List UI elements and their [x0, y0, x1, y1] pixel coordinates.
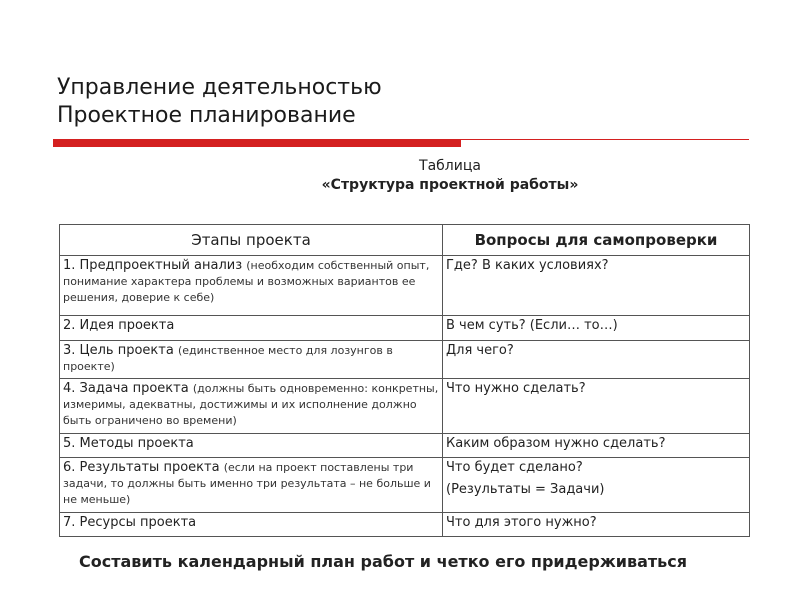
title-line-1: Управление деятельностью: [57, 75, 382, 100]
question-cell: В чем суть? (Если… то…): [443, 316, 750, 341]
question-text-2: (Результаты = Задачи): [446, 482, 605, 497]
stage-note: (если на проект поставлены три задачи, то должны быть именно три результата – не больше и не меньше): [63, 461, 431, 506]
stage-note: (необходим собственный опыт, понимание характера проблемы и возможных вариантов ее решения, доверие к себе): [63, 259, 430, 304]
project-structure-table: [59, 224, 750, 537]
header-stages: Этапы проекта: [60, 225, 443, 256]
question-cell: Что для этого нужно?: [443, 513, 750, 537]
stage-cell: [60, 513, 443, 537]
accent-line: [461, 139, 749, 140]
question-text: Что будет сделано?: [446, 460, 583, 475]
table-row: [60, 341, 750, 379]
stage-title: 2. Идея проекта: [63, 318, 175, 333]
question-cell: Где? В каких условиях?: [443, 256, 750, 316]
table-caption: [250, 157, 650, 195]
question-cell: [443, 458, 750, 513]
table-row: [60, 256, 750, 316]
title-line-2: Проектное планирование: [57, 103, 356, 128]
caption-title: «Структура проектной работы»: [321, 177, 579, 193]
table-row: [60, 379, 750, 434]
stage-cell: [60, 256, 443, 316]
stage-note: (единственное место для лозунгов в проекте): [63, 344, 393, 373]
stage-cell: [60, 316, 443, 341]
stage-cell: [60, 379, 443, 434]
stage-title: 7. Ресурсы проекта: [63, 515, 197, 530]
question-cell: Что нужно сделать?: [443, 379, 750, 434]
stage-cell: [60, 341, 443, 379]
question-cell: Каким образом нужно сделать?: [443, 434, 750, 458]
table-header-row: [60, 225, 750, 256]
stage-cell: [60, 434, 443, 458]
accent-bar: [53, 139, 461, 147]
table-row: [60, 513, 750, 537]
footer-note: Составить календарный план работ и четко его придерживаться: [79, 552, 688, 571]
stage-note: (должны быть одновременно: конкретны, измеримы, адекватны, достижимы и их исполнение должно быть ограничено во времени): [63, 382, 439, 427]
question-cell: Для чего?: [443, 341, 750, 379]
stage-title: 6. Результаты проекта: [63, 460, 220, 475]
stage-title: 1. Предпроектный анализ: [63, 258, 243, 273]
caption-label: Таблица: [419, 158, 481, 174]
stage-title: 3. Цель проекта: [63, 343, 174, 358]
stage-cell: [60, 458, 443, 513]
slide-title: [57, 74, 382, 130]
table-row: [60, 458, 750, 513]
header-questions: Вопросы для самопроверки: [443, 225, 750, 256]
stage-title: 4. Задача проекта: [63, 381, 189, 396]
table-row: [60, 434, 750, 458]
stage-title: 5. Методы проекта: [63, 436, 194, 451]
table-row: [60, 316, 750, 341]
